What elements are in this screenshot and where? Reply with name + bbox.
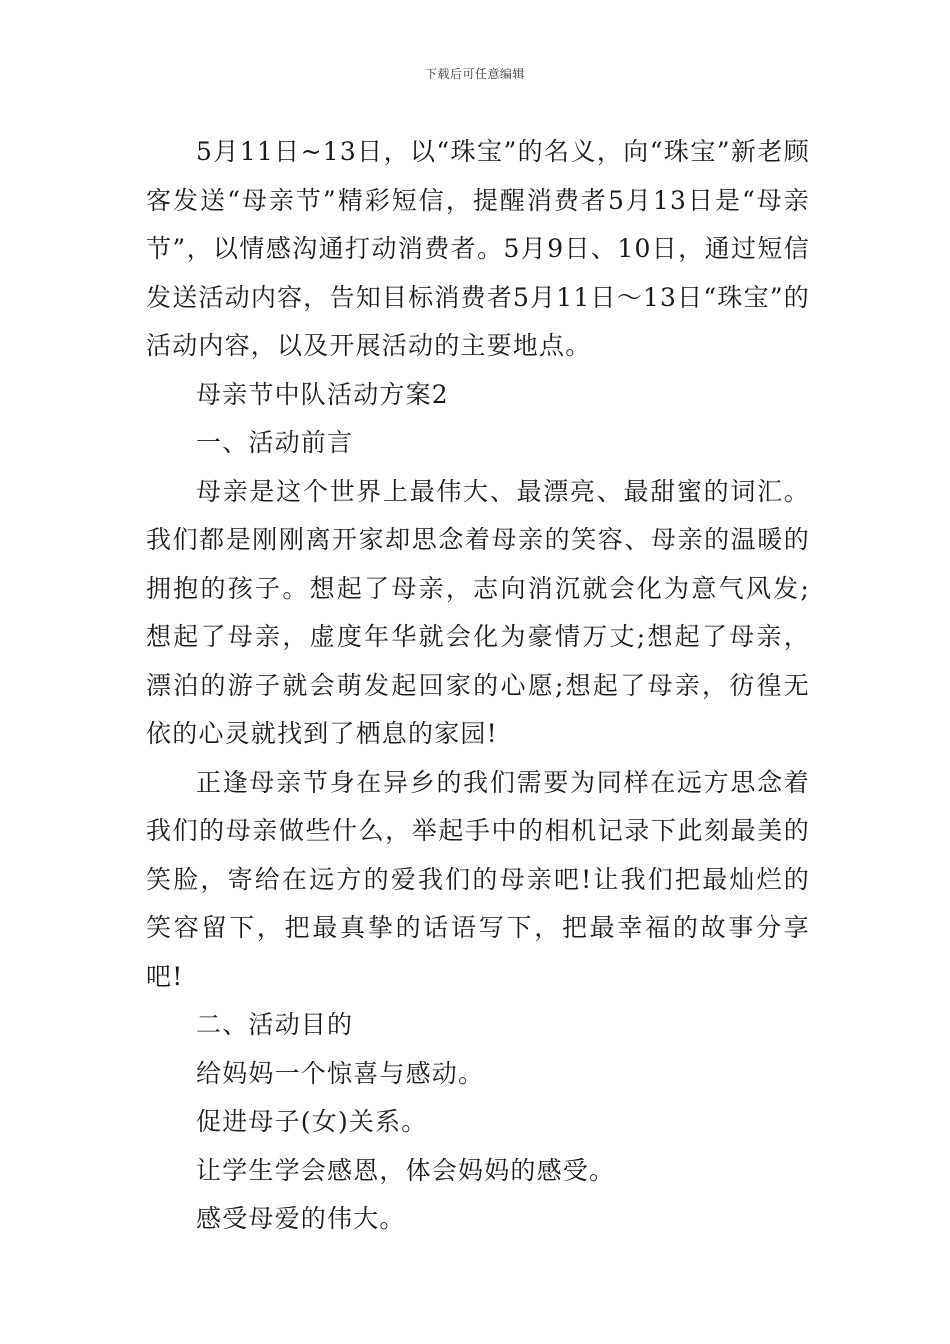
goal-item: 感受母爱的伟大。 [196, 1204, 406, 1233]
goal-item: 给妈妈一个惊喜与感动。 [196, 1058, 485, 1088]
section2-heading: 二、活动目的 [196, 1010, 354, 1039]
goal-item: 促进母子(女)关系。 [196, 1107, 428, 1136]
preface-paragraph-2: 正逢母亲节身在异乡的我们需要为同样在远方思念着我们的母亲做些什么，举起手中的相机记录下此刻最美的笑脸，寄给在远方的爱我们的母亲吧!让我们把最灿烂的笑容留下，把最真挚的话语写下，把最幸福的故事分享吧! [146, 767, 810, 991]
sms-campaign-paragraph: 5月11日~13日，以“珠宝”的名义，向“珠宝”新老顾客发送“母亲节”精彩短信，提醒消费者5月13日是“母亲节”，以情感沟通打动消费者。5月9日、10日，通过短信发送活动内容，告知目标消费者5月11日～13日“珠宝”的活动内容，以及开展活动的主要地点。 [146, 137, 810, 360]
page-header-note: 下载后可任意编辑 [424, 67, 525, 81]
plan-title: 母亲节中队活动方案2 [196, 379, 449, 409]
section1-heading: 一、活动前言 [196, 428, 354, 457]
document-body [146, 128, 810, 1244]
preface-paragraph-1: 母亲是这个世界上最伟大、最漂亮、最甜蜜的词汇。我们都是刚刚离开家却思念着母亲的笑容、母亲的温暖的拥抱的孩子。想起了母亲，志向消沉就会化为意气风发;想起了母亲，虚度年华就会化为豪情万丈;想起了母亲，漂泊的游子就会萌发起回家的心愿;想起了母亲，彷徨无依的心灵就找到了栖息的家园! [146, 476, 810, 748]
goal-item: 让学生学会感恩，体会妈妈的感受。 [196, 1155, 616, 1185]
